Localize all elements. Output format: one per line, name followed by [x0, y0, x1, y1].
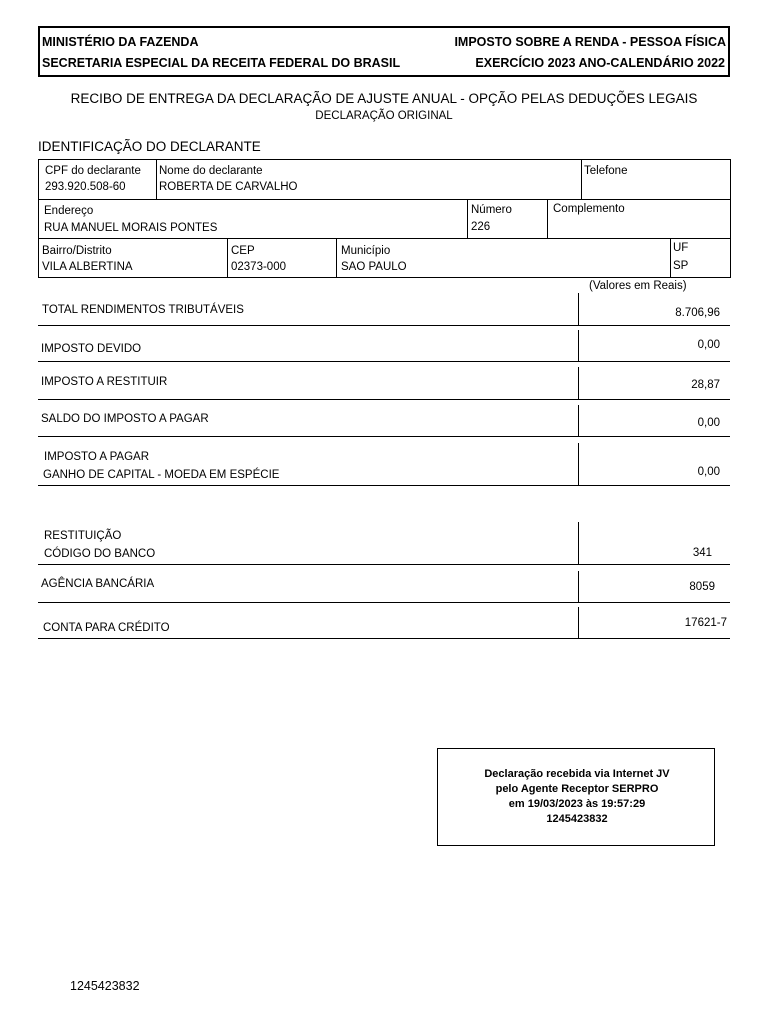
name-label: Nome do declarante: [159, 165, 263, 177]
receipt-line-4: 1245423832: [546, 813, 608, 825]
value-divider: [578, 330, 579, 362]
receipt-line-1: Declaração recebida via Internet JV: [484, 768, 670, 780]
cpf-label: CPF do declarante: [45, 165, 141, 177]
account-label: CONTA PARA CRÉDITO: [43, 622, 170, 634]
capital-gain-value: 0,00: [697, 466, 720, 478]
uf-label: UF: [673, 242, 689, 254]
agency-label: AGÊNCIA BANCÁRIA: [41, 578, 155, 590]
total-income-label: TOTAL RENDIMENTOS TRIBUTÁVEIS: [42, 304, 244, 316]
fiscal-year: EXERCÍCIO 2023 ANO-CALENDÁRIO 2022: [475, 56, 725, 70]
tax-refund-label: IMPOSTO A RESTITUIR: [41, 376, 168, 388]
tax-payable-label: IMPOSTO A PAGAR: [44, 451, 150, 463]
city-label: Município: [341, 245, 391, 257]
column-divider: [581, 160, 582, 199]
address-value: RUA MANUEL MORAIS PONTES: [44, 222, 218, 234]
cep-label: CEP: [231, 245, 255, 257]
column-divider: [670, 238, 671, 277]
balance-due-value: 0,00: [697, 417, 720, 429]
row-underline: [38, 361, 730, 362]
district-value: VILA ALBERTINA: [42, 261, 133, 273]
address-label: Endereço: [44, 205, 94, 217]
receipt-line-2: pelo Agente Receptor SERPRO: [495, 783, 659, 795]
ministry-name: MINISTÉRIO DA FAZENDA: [42, 35, 199, 49]
complement-label: Complemento: [553, 203, 625, 215]
column-divider: [547, 199, 548, 238]
number-value: 226: [471, 221, 491, 233]
value-divider: [578, 571, 579, 603]
refund-label: RESTITUIÇÃO: [44, 530, 122, 542]
capital-gain-label: GANHO DE CAPITAL - MOEDA EM ESPÉCIE: [43, 469, 280, 481]
document-title: RECIBO DE ENTREGA DA DECLARAÇÃO DE AJUSTE ANUAL - OPÇÃO PELAS DEDUÇÕES LEGAIS: [70, 91, 698, 106]
row-divider: [39, 199, 730, 200]
uf-value: SP: [673, 260, 689, 272]
total-income-value: 8.706,96: [675, 307, 720, 319]
value-divider: [578, 405, 579, 437]
receipt-line-3: em 19/03/2023 às 19:57:29: [508, 798, 646, 810]
row-underline: [38, 638, 730, 639]
tax-due-value: 0,00: [697, 339, 720, 351]
document-subtitle: DECLARAÇÃO ORIGINAL: [315, 110, 453, 122]
receipt-stamp-box: [437, 748, 715, 846]
bank-code-label: CÓDIGO DO BANCO: [44, 548, 156, 560]
column-divider: [467, 199, 468, 238]
district-label: Bairro/Distrito: [42, 245, 112, 257]
row-underline: [38, 602, 730, 603]
value-divider: [578, 522, 579, 564]
tax-refund-value: 28,87: [691, 379, 720, 391]
city-value: SAO PAULO: [341, 261, 407, 273]
value-divider: [578, 607, 579, 639]
column-divider: [336, 238, 337, 277]
name-value: ROBERTA DE CARVALHO: [159, 181, 298, 193]
column-divider: [227, 238, 228, 277]
row-divider: [39, 238, 730, 239]
secretariat-name: SECRETARIA ESPECIAL DA RECEITA FEDERAL DO BRASIL: [42, 56, 401, 70]
row-underline: [38, 564, 730, 565]
row-underline: [38, 436, 730, 437]
bank-code-value: 341: [692, 547, 712, 559]
phone-label: Telefone: [584, 165, 628, 177]
tax-due-label: IMPOSTO DEVIDO: [41, 343, 142, 355]
agency-value: 8059: [689, 581, 715, 593]
cep-value: 02373-000: [231, 261, 286, 273]
balance-due-label: SALDO DO IMPOSTO A PAGAR: [41, 413, 209, 425]
column-divider: [156, 160, 157, 199]
value-divider: [578, 367, 579, 400]
value-divider: [578, 293, 579, 326]
account-value: 17621-7: [684, 617, 727, 629]
tax-type: IMPOSTO SOBRE A RENDA - PESSOA FÍSICA: [454, 35, 726, 49]
value-divider: [578, 443, 579, 485]
number-label: Número: [471, 204, 512, 216]
row-underline: [38, 325, 730, 326]
footer-number: 1245423832: [70, 979, 140, 993]
cpf-value: 293.920.508-60: [45, 181, 126, 193]
values-note: (Valores em Reais): [589, 280, 687, 292]
identification-table: [38, 159, 731, 278]
row-underline: [38, 399, 730, 400]
identification-section-title: IDENTIFICAÇÃO DO DECLARANTE: [38, 139, 261, 154]
header-box: [38, 26, 730, 77]
row-underline: [38, 485, 730, 486]
